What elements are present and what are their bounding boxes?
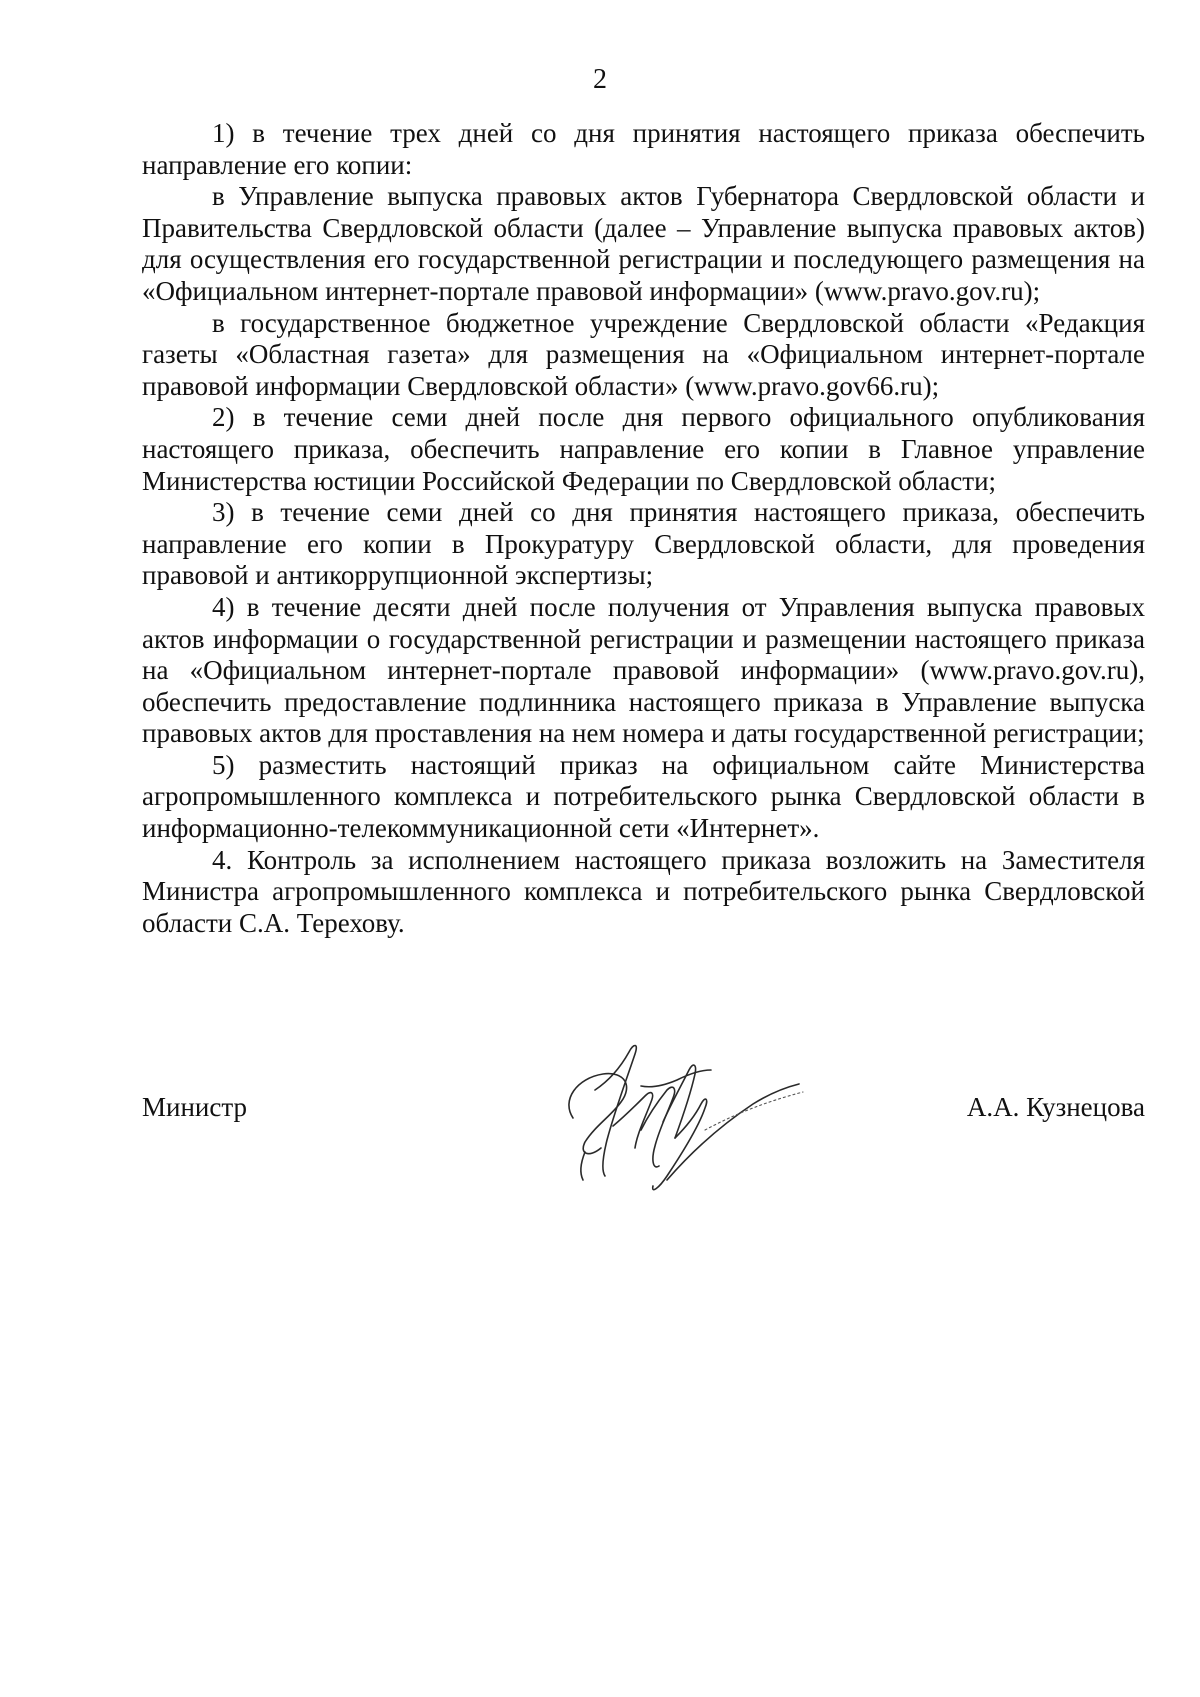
paragraph-point-4-control: 4. Контроль за исполнением настоящего приказа возложить на Заместителя Министра агропромышленного комплекса и потребительского рынка Свердловской области С.А. Терехову. xyxy=(142,844,1145,938)
paragraph-item-2: 2) в течение семи дней после дня первого официального опубликования настоящего приказа, обеспечить направление его копии в Главное управление Министерства юстиции Российской Федерации по Свердловской области; xyxy=(142,402,1145,496)
paragraph-item-1: 1) в течение трех дней со дня принятия настоящего приказа обеспечить направление его копии: xyxy=(142,118,1145,180)
signatory-title: Министр xyxy=(142,1092,247,1122)
paragraph-item-3: 3) в течение семи дней со дня принятия настоящего приказа, обеспечить направление его копии в Прокуратуру Свердловской области, для проведения правовой и антикоррупционной экспертизы; xyxy=(142,497,1145,591)
paragraph-item-4: 4) в течение десяти дней после получения от Управления выпуска правовых актов информации о государственной регистрации и размещении настоящего приказа на «Официальном интернет-портале правовой информации» (www.pravo.gov.ru), обеспечить предоставление подлинника настоящего приказа в Управление выпуска правовых актов для проставления на нем номера и даты государственной регистрации; xyxy=(142,591,1145,749)
paragraph-item-1-recipient-a: в Управление выпуска правовых актов Губернатора Свердловской области и Правительства Свердловской области (далее – Управление выпуска правовых актов) для осуществления его государственной регистрации и последующего размещения на «Официальном интернет-портале правовой информации» (www.pravo.gov.ru); xyxy=(142,181,1145,306)
paragraph-item-1-recipient-b: в государственное бюджетное учреждение Свердловской области «Редакция газеты «Областная газета» для размещения на «Официальном интернет-портале правовой информации Свердловской области» (www.pravo.gov66.ru); xyxy=(142,307,1145,401)
page-number: 2 xyxy=(593,64,607,95)
paragraph-item-5: 5) разместить настоящий приказ на официальном сайте Министерства агропромышленного комплекса и потребительского рынка Свердловской области в информационно-телекоммуникационной сети «Интернет». xyxy=(142,749,1145,844)
document-body xyxy=(142,118,1145,939)
handwritten-signature xyxy=(555,1030,815,1200)
signatory-name: А.А. Кузнецова xyxy=(966,1092,1145,1122)
